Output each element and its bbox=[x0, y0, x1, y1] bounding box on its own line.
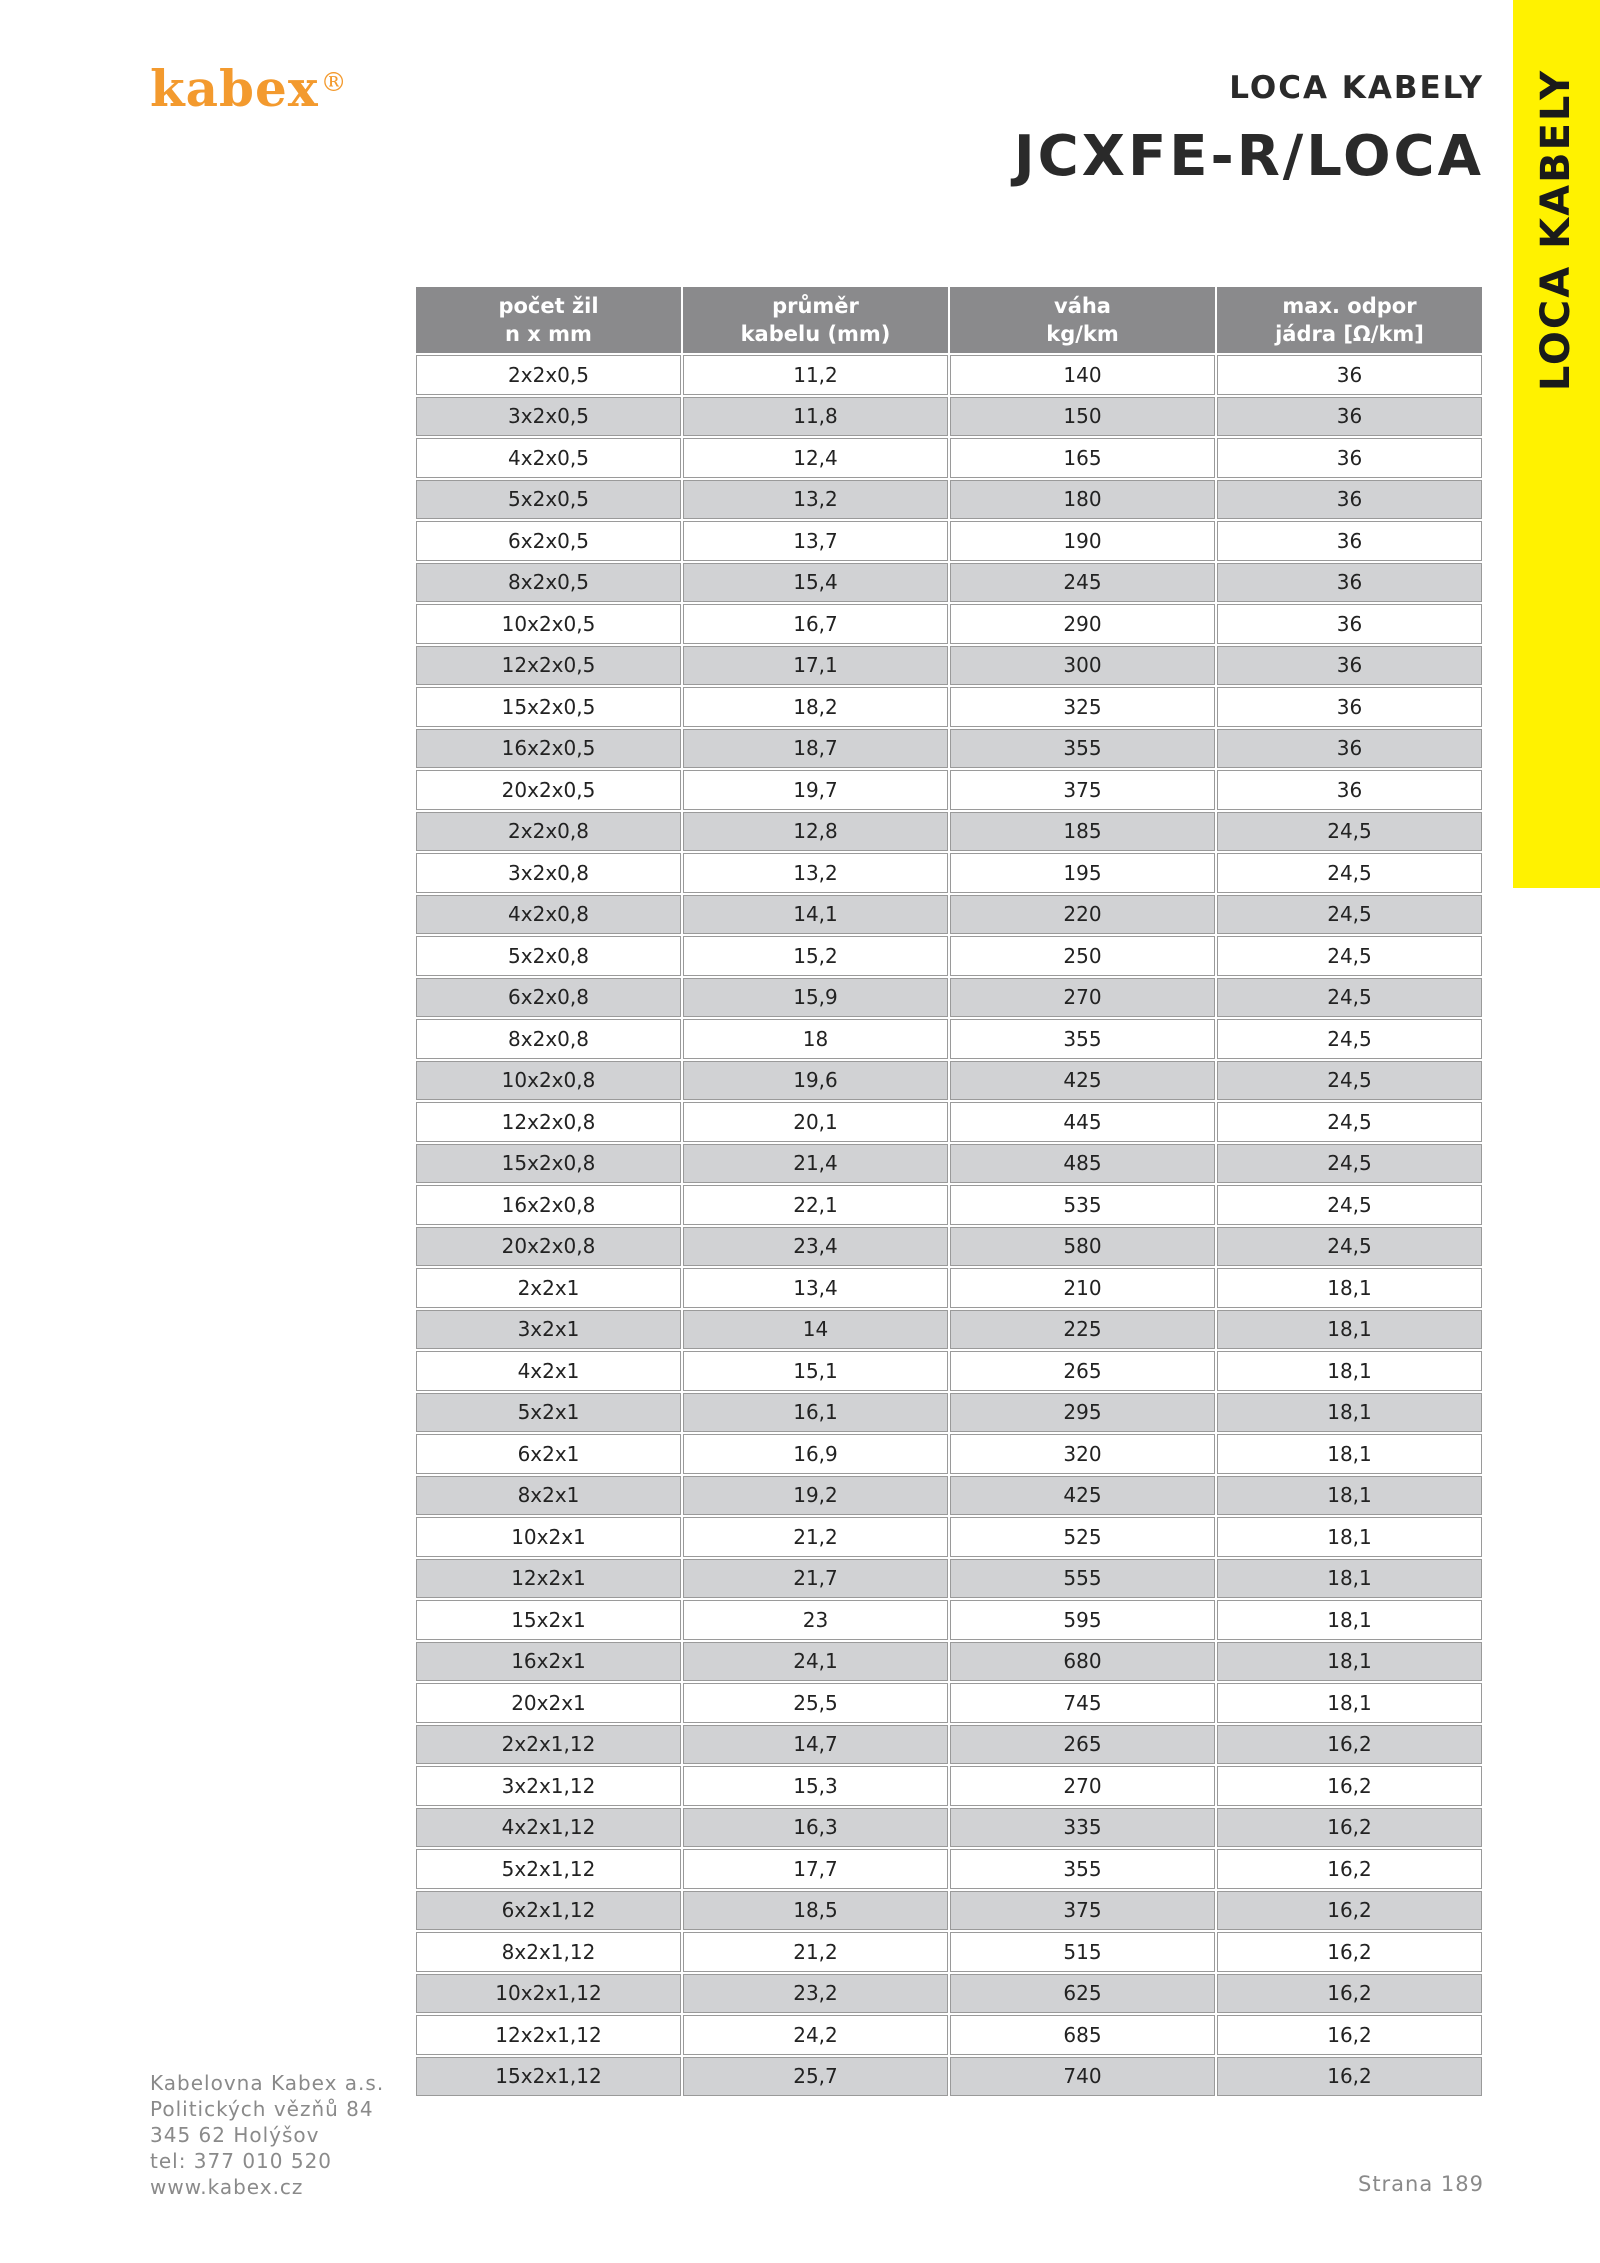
table-cell: 16,2 bbox=[1217, 1974, 1482, 2014]
table-cell: 740 bbox=[950, 2057, 1215, 2097]
table-row bbox=[416, 1351, 1482, 1391]
table-cell: 15,9 bbox=[683, 978, 948, 1018]
table-cell: 2x2x0,5 bbox=[416, 355, 681, 395]
table-row bbox=[416, 438, 1482, 478]
table-cell: 36 bbox=[1217, 480, 1482, 520]
address-line: Politických vězňů 84 bbox=[150, 2097, 374, 2121]
table-cell: 16,2 bbox=[1217, 2057, 1482, 2097]
table-cell: 3x2x1 bbox=[416, 1310, 681, 1350]
table-cell: 325 bbox=[950, 687, 1215, 727]
table-row bbox=[416, 1891, 1482, 1931]
table-cell: 485 bbox=[950, 1144, 1215, 1184]
table-row bbox=[416, 1559, 1482, 1599]
table-row bbox=[416, 978, 1482, 1018]
table-cell: 18,1 bbox=[1217, 1683, 1482, 1723]
table-cell: 16,2 bbox=[1217, 1849, 1482, 1889]
table-cell: 16,2 bbox=[1217, 1932, 1482, 1972]
table-cell: 15x2x0,8 bbox=[416, 1144, 681, 1184]
table-row bbox=[416, 895, 1482, 935]
table-cell: 23 bbox=[683, 1600, 948, 1640]
table-cell: 36 bbox=[1217, 397, 1482, 437]
table-cell: 8x2x0,5 bbox=[416, 563, 681, 603]
table-cell: 25,5 bbox=[683, 1683, 948, 1723]
table-cell: 16,1 bbox=[683, 1393, 948, 1433]
table-cell: 17,1 bbox=[683, 646, 948, 686]
table-cell: 10x2x1 bbox=[416, 1517, 681, 1557]
table-cell: 24,5 bbox=[1217, 1019, 1482, 1059]
table-row bbox=[416, 646, 1482, 686]
table-row bbox=[416, 1642, 1482, 1682]
table-cell: 11,8 bbox=[683, 397, 948, 437]
table-cell: 16,2 bbox=[1217, 1725, 1482, 1765]
table-row bbox=[416, 687, 1482, 727]
table-cell: 24,5 bbox=[1217, 978, 1482, 1018]
table-cell: 290 bbox=[950, 604, 1215, 644]
table-cell: 12x2x1 bbox=[416, 1559, 681, 1599]
table-cell: 300 bbox=[950, 646, 1215, 686]
page-number: Strana 189 bbox=[1357, 2172, 1484, 2196]
table-cell: 6x2x0,8 bbox=[416, 978, 681, 1018]
table-cell: 2x2x1,12 bbox=[416, 1725, 681, 1765]
table-cell: 8x2x1,12 bbox=[416, 1932, 681, 1972]
table-cell: 18,7 bbox=[683, 729, 948, 769]
header-weight bbox=[950, 287, 1215, 353]
table-row bbox=[416, 1683, 1482, 1723]
logo-text: kabex bbox=[150, 59, 319, 118]
kabex-logo bbox=[150, 59, 348, 118]
table-cell: 18,1 bbox=[1217, 1393, 1482, 1433]
table-cell: 15,4 bbox=[683, 563, 948, 603]
table-cell: 150 bbox=[950, 397, 1215, 437]
table-cell: 24,5 bbox=[1217, 1144, 1482, 1184]
table-row bbox=[416, 1932, 1482, 1972]
table-cell: 15x2x1 bbox=[416, 1600, 681, 1640]
table-cell: 13,2 bbox=[683, 480, 948, 520]
header-line: max. odpor bbox=[1282, 293, 1417, 318]
table-cell: 24,5 bbox=[1217, 1227, 1482, 1267]
table-cell: 16,7 bbox=[683, 604, 948, 644]
spec-table bbox=[414, 285, 1484, 2098]
table-cell: 14 bbox=[683, 1310, 948, 1350]
table-cell: 10x2x1,12 bbox=[416, 1974, 681, 2014]
table-cell: 185 bbox=[950, 812, 1215, 852]
table-row bbox=[416, 1434, 1482, 1474]
table-cell: 3x2x0,8 bbox=[416, 853, 681, 893]
table-cell: 16x2x1 bbox=[416, 1642, 681, 1682]
table-cell: 18,1 bbox=[1217, 1517, 1482, 1557]
table-row bbox=[416, 1144, 1482, 1184]
table-row bbox=[416, 812, 1482, 852]
address-line: www.kabex.cz bbox=[150, 2175, 304, 2199]
table-cell: 140 bbox=[950, 355, 1215, 395]
table-cell: 14,1 bbox=[683, 895, 948, 935]
table-cell: 36 bbox=[1217, 438, 1482, 478]
table-row bbox=[416, 1019, 1482, 1059]
category-heading: LOCA KABELY bbox=[1229, 70, 1484, 106]
table-cell: 21,7 bbox=[683, 1559, 948, 1599]
table-cell: 16,2 bbox=[1217, 1891, 1482, 1931]
address-line: tel: 377 010 520 bbox=[150, 2149, 333, 2173]
table-row bbox=[416, 1227, 1482, 1267]
table-cell: 20,1 bbox=[683, 1102, 948, 1142]
table-cell: 19,2 bbox=[683, 1476, 948, 1516]
table-cell: 36 bbox=[1217, 521, 1482, 561]
table-row bbox=[416, 1808, 1482, 1848]
table-cell: 225 bbox=[950, 1310, 1215, 1350]
table-cell: 13,2 bbox=[683, 853, 948, 893]
table-cell: 18,5 bbox=[683, 1891, 948, 1931]
table-cell: 210 bbox=[950, 1268, 1215, 1308]
table-row bbox=[416, 2015, 1482, 2055]
table-cell: 23,4 bbox=[683, 1227, 948, 1267]
address-line: Kabelovna Kabex a.s. bbox=[150, 2071, 385, 2095]
table-cell: 21,4 bbox=[683, 1144, 948, 1184]
table-cell: 12x2x1,12 bbox=[416, 2015, 681, 2055]
table-cell: 16x2x0,8 bbox=[416, 1185, 681, 1225]
table-cell: 5x2x1,12 bbox=[416, 1849, 681, 1889]
table-cell: 2x2x1 bbox=[416, 1268, 681, 1308]
table-cell: 16,2 bbox=[1217, 1766, 1482, 1806]
address-line: 345 62 Holýšov bbox=[150, 2123, 320, 2147]
table-cell: 220 bbox=[950, 895, 1215, 935]
table-cell: 190 bbox=[950, 521, 1215, 561]
header-line: průměr bbox=[772, 293, 859, 318]
table-row bbox=[416, 1393, 1482, 1433]
table-row bbox=[416, 1310, 1482, 1350]
table-cell: 36 bbox=[1217, 770, 1482, 810]
table-cell: 16x2x0,5 bbox=[416, 729, 681, 769]
table-cell: 15,2 bbox=[683, 936, 948, 976]
table-header-row bbox=[416, 287, 1482, 353]
table-cell: 375 bbox=[950, 770, 1215, 810]
table-cell: 20x2x0,5 bbox=[416, 770, 681, 810]
table-row bbox=[416, 1476, 1482, 1516]
table-cell: 580 bbox=[950, 1227, 1215, 1267]
table-cell: 19,7 bbox=[683, 770, 948, 810]
table-cell: 16,2 bbox=[1217, 1808, 1482, 1848]
table-cell: 6x2x0,5 bbox=[416, 521, 681, 561]
registered-mark: ® bbox=[320, 68, 348, 98]
table-cell: 18 bbox=[683, 1019, 948, 1059]
table-cell: 36 bbox=[1217, 355, 1482, 395]
table-cell: 18,1 bbox=[1217, 1642, 1482, 1682]
table-cell: 18,1 bbox=[1217, 1600, 1482, 1640]
header-cores bbox=[416, 287, 681, 353]
side-tab-label-wrap bbox=[1513, 68, 1600, 392]
header-line: kabelu (mm) bbox=[740, 322, 891, 346]
header-line: kg/km bbox=[1046, 322, 1119, 346]
header-line: n x mm bbox=[505, 322, 592, 346]
table-cell: 6x2x1 bbox=[416, 1434, 681, 1474]
table-cell: 18,1 bbox=[1217, 1310, 1482, 1350]
table-cell: 270 bbox=[950, 978, 1215, 1018]
table-row bbox=[416, 1766, 1482, 1806]
table-cell: 3x2x1,12 bbox=[416, 1766, 681, 1806]
table-row bbox=[416, 1600, 1482, 1640]
table-row bbox=[416, 397, 1482, 437]
table-cell: 295 bbox=[950, 1393, 1215, 1433]
table-row bbox=[416, 853, 1482, 893]
table-row bbox=[416, 521, 1482, 561]
table-row bbox=[416, 2057, 1482, 2097]
table-cell: 270 bbox=[950, 1766, 1215, 1806]
table-row bbox=[416, 1061, 1482, 1101]
table-row bbox=[416, 1974, 1482, 2014]
table-cell: 21,2 bbox=[683, 1932, 948, 1972]
table-cell: 355 bbox=[950, 1849, 1215, 1889]
table-cell: 13,4 bbox=[683, 1268, 948, 1308]
table-cell: 515 bbox=[950, 1932, 1215, 1972]
table-cell: 265 bbox=[950, 1351, 1215, 1391]
table-cell: 15x2x1,12 bbox=[416, 2057, 681, 2097]
table-cell: 21,2 bbox=[683, 1517, 948, 1557]
table-cell: 680 bbox=[950, 1642, 1215, 1682]
page-title: JCXFE-R/LOCA bbox=[1013, 124, 1484, 189]
table-cell: 250 bbox=[950, 936, 1215, 976]
table-cell: 36 bbox=[1217, 646, 1482, 686]
table-row bbox=[416, 1517, 1482, 1557]
table-cell: 13,7 bbox=[683, 521, 948, 561]
table-cell: 5x2x0,8 bbox=[416, 936, 681, 976]
table-row bbox=[416, 729, 1482, 769]
table-cell: 320 bbox=[950, 1434, 1215, 1474]
table-row bbox=[416, 1849, 1482, 1889]
table-cell: 3x2x0,5 bbox=[416, 397, 681, 437]
table-cell: 36 bbox=[1217, 687, 1482, 727]
table-cell: 425 bbox=[950, 1061, 1215, 1101]
table-cell: 4x2x1,12 bbox=[416, 1808, 681, 1848]
table-cell: 5x2x0,5 bbox=[416, 480, 681, 520]
table-cell: 335 bbox=[950, 1808, 1215, 1848]
table-cell: 4x2x0,5 bbox=[416, 438, 681, 478]
table-row bbox=[416, 480, 1482, 520]
table-cell: 685 bbox=[950, 2015, 1215, 2055]
table-cell: 195 bbox=[950, 853, 1215, 893]
table-cell: 8x2x1 bbox=[416, 1476, 681, 1516]
table-cell: 18,1 bbox=[1217, 1434, 1482, 1474]
table-cell: 17,7 bbox=[683, 1849, 948, 1889]
table-cell: 535 bbox=[950, 1185, 1215, 1225]
header-resistance bbox=[1217, 287, 1482, 353]
table-cell: 36 bbox=[1217, 563, 1482, 603]
table-cell: 745 bbox=[950, 1683, 1215, 1723]
table-cell: 8x2x0,8 bbox=[416, 1019, 681, 1059]
table-cell: 20x2x1 bbox=[416, 1683, 681, 1723]
table-cell: 24,5 bbox=[1217, 853, 1482, 893]
table-cell: 36 bbox=[1217, 729, 1482, 769]
table-cell: 24,2 bbox=[683, 2015, 948, 2055]
table-cell: 24,5 bbox=[1217, 1102, 1482, 1142]
table-cell: 18,1 bbox=[1217, 1268, 1482, 1308]
table-cell: 12,8 bbox=[683, 812, 948, 852]
table-cell: 355 bbox=[950, 729, 1215, 769]
table-cell: 355 bbox=[950, 1019, 1215, 1059]
table-cell: 24,5 bbox=[1217, 1061, 1482, 1101]
table-cell: 625 bbox=[950, 1974, 1215, 2014]
table-cell: 20x2x0,8 bbox=[416, 1227, 681, 1267]
table-cell: 5x2x1 bbox=[416, 1393, 681, 1433]
side-tab-label: LOCA KABELY bbox=[1533, 68, 1580, 392]
table-cell: 375 bbox=[950, 1891, 1215, 1931]
table-cell: 16,2 bbox=[1217, 2015, 1482, 2055]
table-cell: 19,6 bbox=[683, 1061, 948, 1101]
table-cell: 24,5 bbox=[1217, 1185, 1482, 1225]
table-cell: 24,5 bbox=[1217, 895, 1482, 935]
table-cell: 245 bbox=[950, 563, 1215, 603]
table-cell: 36 bbox=[1217, 604, 1482, 644]
table-cell: 10x2x0,8 bbox=[416, 1061, 681, 1101]
table-cell: 16,3 bbox=[683, 1808, 948, 1848]
table-cell: 12x2x0,5 bbox=[416, 646, 681, 686]
table-row bbox=[416, 1185, 1482, 1225]
header-line: jádra [Ω/km] bbox=[1275, 322, 1424, 346]
table-cell: 15,1 bbox=[683, 1351, 948, 1391]
table-cell: 18,1 bbox=[1217, 1476, 1482, 1516]
table-row bbox=[416, 1102, 1482, 1142]
table-row bbox=[416, 1268, 1482, 1308]
table-cell: 23,2 bbox=[683, 1974, 948, 2014]
header-line: počet žil bbox=[498, 293, 599, 318]
table-cell: 25,7 bbox=[683, 2057, 948, 2097]
table-row bbox=[416, 936, 1482, 976]
header-line: váha bbox=[1054, 293, 1111, 318]
table-cell: 4x2x1 bbox=[416, 1351, 681, 1391]
table-cell: 12,4 bbox=[683, 438, 948, 478]
table-row bbox=[416, 604, 1482, 644]
table-cell: 4x2x0,8 bbox=[416, 895, 681, 935]
table-cell: 15,3 bbox=[683, 1766, 948, 1806]
table-row bbox=[416, 1725, 1482, 1765]
table-cell: 12x2x0,8 bbox=[416, 1102, 681, 1142]
company-address bbox=[150, 2070, 384, 2200]
table-row bbox=[416, 770, 1482, 810]
table-cell: 24,5 bbox=[1217, 812, 1482, 852]
table-cell: 15x2x0,5 bbox=[416, 687, 681, 727]
table-row bbox=[416, 355, 1482, 395]
table-cell: 14,7 bbox=[683, 1725, 948, 1765]
table-cell: 16,9 bbox=[683, 1434, 948, 1474]
table-cell: 445 bbox=[950, 1102, 1215, 1142]
table-cell: 165 bbox=[950, 438, 1215, 478]
table-cell: 6x2x1,12 bbox=[416, 1891, 681, 1931]
table-cell: 525 bbox=[950, 1517, 1215, 1557]
table-cell: 11,2 bbox=[683, 355, 948, 395]
table-cell: 18,1 bbox=[1217, 1351, 1482, 1391]
table-cell: 2x2x0,8 bbox=[416, 812, 681, 852]
table-cell: 10x2x0,5 bbox=[416, 604, 681, 644]
table-body bbox=[416, 355, 1482, 2096]
table-cell: 18,2 bbox=[683, 687, 948, 727]
table-cell: 265 bbox=[950, 1725, 1215, 1765]
table-cell: 595 bbox=[950, 1600, 1215, 1640]
table-row bbox=[416, 563, 1482, 603]
header-diameter bbox=[683, 287, 948, 353]
table-cell: 18,1 bbox=[1217, 1559, 1482, 1599]
table-cell: 22,1 bbox=[683, 1185, 948, 1225]
table-cell: 555 bbox=[950, 1559, 1215, 1599]
table-cell: 24,5 bbox=[1217, 936, 1482, 976]
table-cell: 425 bbox=[950, 1476, 1215, 1516]
table-cell: 180 bbox=[950, 480, 1215, 520]
table-cell: 24,1 bbox=[683, 1642, 948, 1682]
